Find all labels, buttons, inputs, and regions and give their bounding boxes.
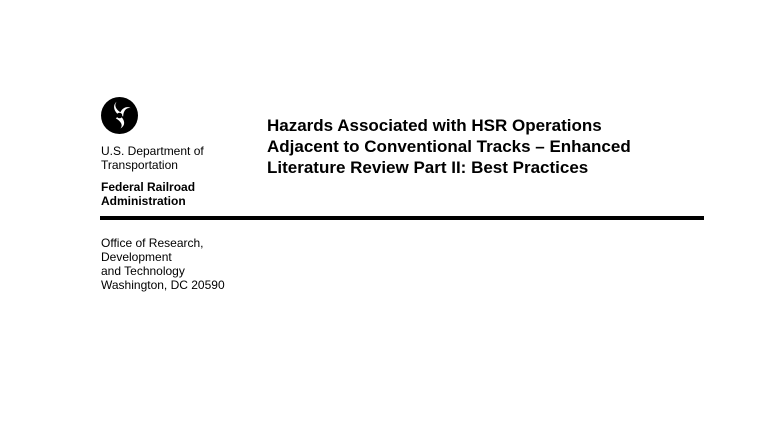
department-line: U.S. Department of — [101, 144, 204, 158]
title-line: Hazards Associated with HSR Operations — [267, 116, 602, 135]
title-line: Literature Review Part II: Best Practices — [267, 158, 589, 177]
administration-name — [101, 180, 195, 208]
horizontal-divider — [100, 216, 704, 220]
administration-line: Federal Railroad — [101, 180, 196, 194]
office-line: and Technology — [101, 264, 185, 278]
department-name — [101, 144, 204, 172]
administration-line: Administration — [101, 194, 186, 208]
office-line: Office of Research, — [101, 236, 204, 250]
department-line: Transportation — [101, 158, 178, 172]
office-line: Development — [101, 250, 172, 264]
document-title — [267, 115, 631, 178]
office-address — [101, 236, 225, 292]
office-line: Washington, DC 20590 — [101, 278, 225, 292]
title-line: Adjacent to Conventional Tracks – Enhanced — [267, 137, 631, 156]
dot-logo-icon — [101, 97, 138, 134]
